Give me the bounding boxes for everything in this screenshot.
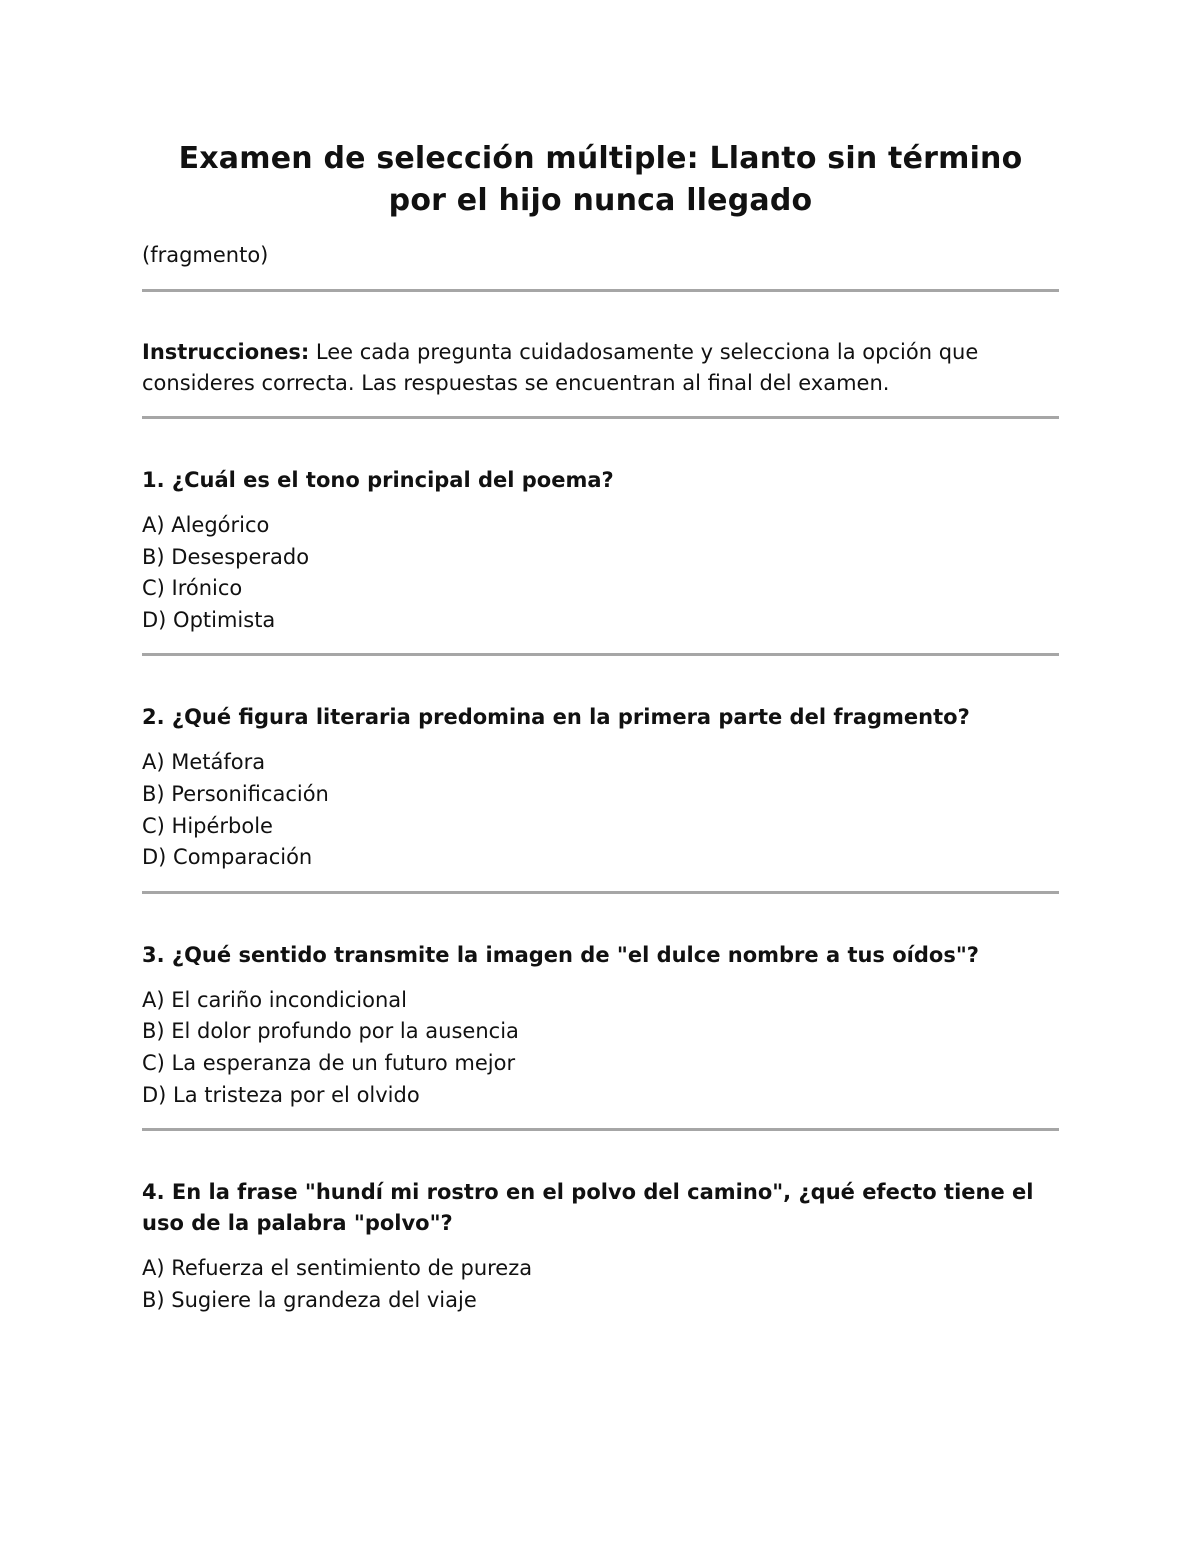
option-a: A) Alegórico bbox=[142, 513, 270, 537]
option-b: B) Sugiere la grandeza del viaje bbox=[142, 1287, 477, 1312]
option-d: D) Optimista bbox=[142, 607, 276, 632]
instructions-label: Instrucciones: bbox=[142, 340, 310, 364]
option-c: C) Irónico bbox=[142, 576, 243, 601]
divider bbox=[142, 416, 1059, 419]
question-2 bbox=[142, 702, 1059, 873]
option-c: C) Hipérbole bbox=[142, 813, 273, 838]
option-a: A) Refuerza el sentimiento de pureza bbox=[142, 1256, 533, 1281]
option-list bbox=[142, 985, 1059, 1111]
option-list bbox=[142, 510, 1059, 636]
title-line-1: Examen de selección múltiple: Llanto sin término bbox=[178, 141, 1023, 176]
question-4 bbox=[142, 1177, 1059, 1316]
title-line-2: por el hijo nunca llegado bbox=[388, 183, 813, 218]
instructions-text: Lee cada pregunta cuidadosamente y selecciona la opción que consideres correcta. Las respuestas se encuentran al final del examen. bbox=[142, 340, 979, 395]
question-text: 1. ¿Cuál es el tono principal del poema? bbox=[142, 468, 614, 492]
page-title bbox=[142, 138, 1059, 222]
divider bbox=[142, 891, 1059, 894]
option-list bbox=[142, 747, 1059, 873]
exam-page bbox=[142, 138, 1059, 1316]
divider bbox=[142, 1128, 1059, 1131]
option-b: B) Desesperado bbox=[142, 544, 310, 569]
option-b: B) Personificación bbox=[142, 781, 329, 806]
option-a: A) Metáfora bbox=[142, 750, 266, 775]
question-3 bbox=[142, 940, 1059, 1111]
option-b: B) El dolor profundo por la ausencia bbox=[142, 1019, 519, 1044]
divider bbox=[142, 653, 1059, 656]
instructions bbox=[142, 337, 1059, 399]
option-d: D) La tristeza por el olvido bbox=[142, 1082, 420, 1107]
question-text: 3. ¿Qué sentido transmite la imagen de "el dulce nombre a tus oídos"? bbox=[142, 942, 979, 967]
option-list bbox=[142, 1253, 1059, 1316]
option-a: A) El cariño incondicional bbox=[142, 987, 407, 1012]
subtitle: (fragmento) bbox=[142, 243, 269, 267]
option-d: D) Comparación bbox=[142, 845, 313, 870]
question-1 bbox=[142, 465, 1059, 636]
question-text: 4. En la frase "hundí mi rostro en el polvo del camino", ¿qué efecto tiene el uso de la palabra "polvo"? bbox=[142, 1180, 1034, 1236]
divider bbox=[142, 289, 1059, 292]
question-text: 2. ¿Qué figura literaria predomina en la primera parte del fragmento? bbox=[142, 705, 970, 730]
option-c: C) La esperanza de un futuro mejor bbox=[142, 1050, 516, 1075]
